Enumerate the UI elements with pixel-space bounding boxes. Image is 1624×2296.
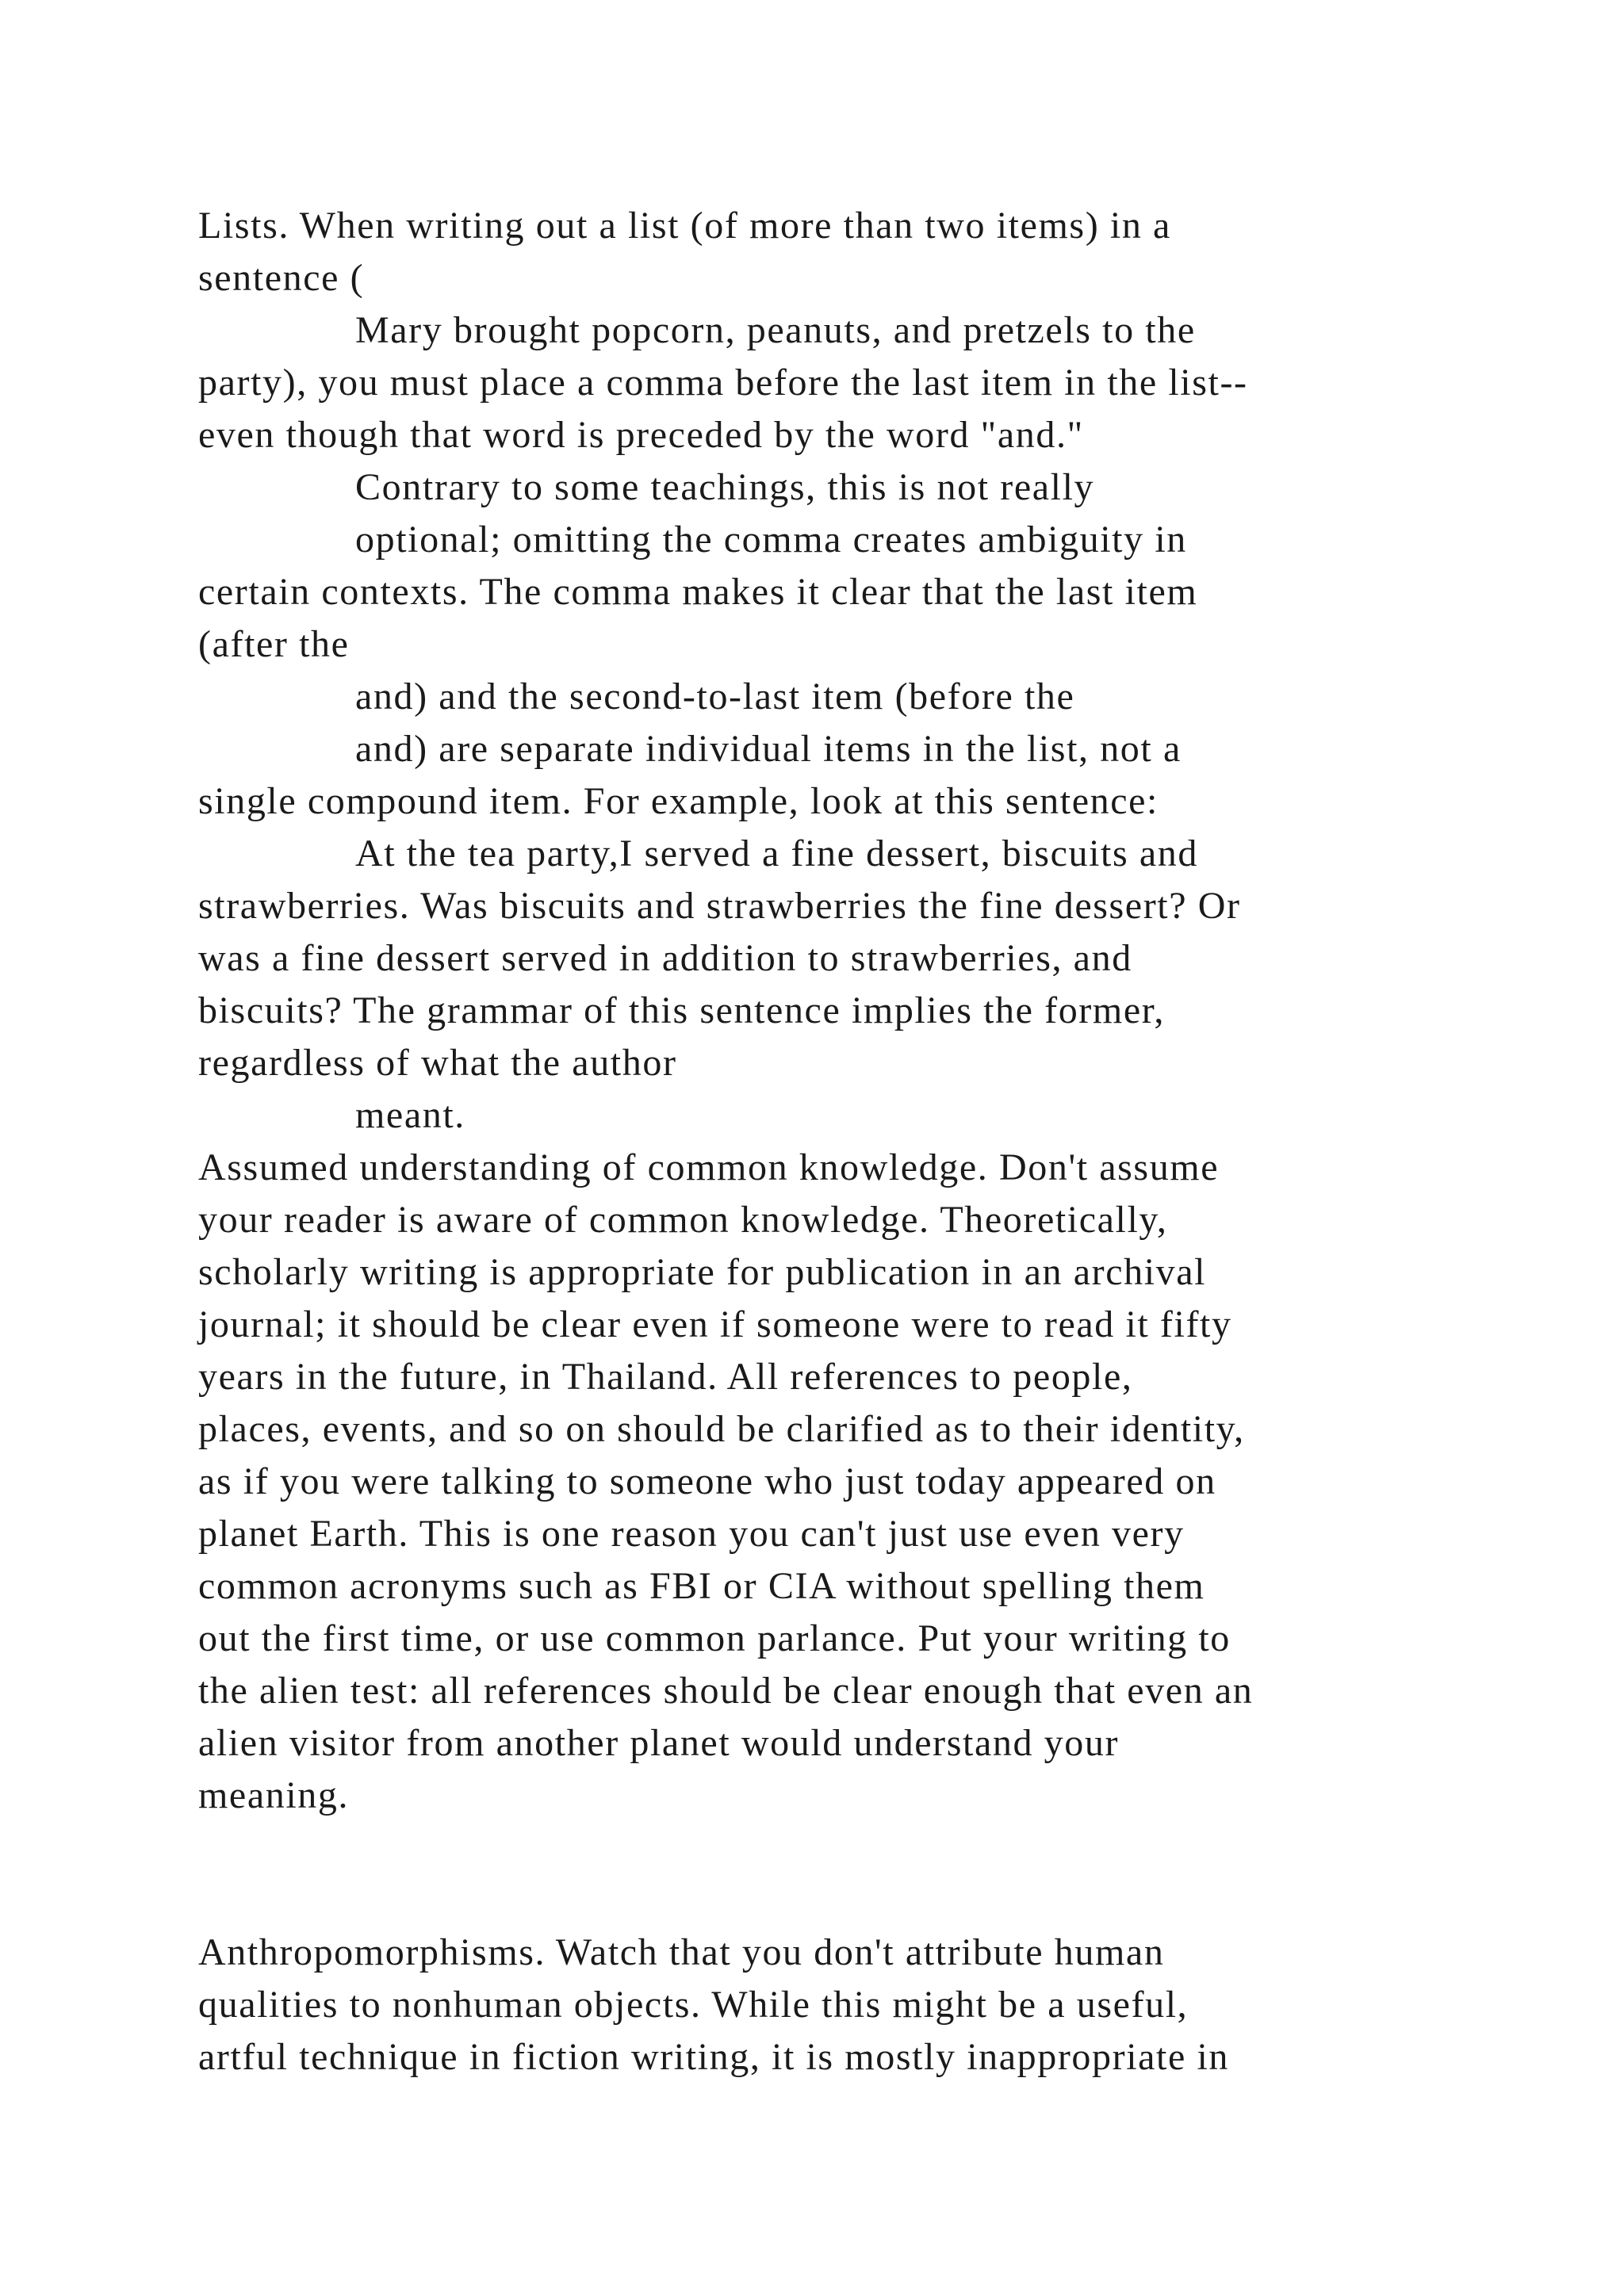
section-lists — [198, 200, 1499, 1142]
text-line: biscuits? The grammar of this sentence implies the former, — [198, 989, 1165, 1031]
text-line: Anthropomorphisms. Watch that you don't attribute human — [198, 1931, 1165, 1973]
text-line: alien visitor from another planet would understand your — [198, 1722, 1120, 1764]
text-line: sentence ( — [198, 257, 365, 299]
text-line: optional; omitting the comma creates ambiguity in — [355, 519, 1187, 561]
text-line: (after the — [198, 623, 350, 665]
section-anthropomorphisms — [198, 1927, 1499, 2084]
text-line: journal; it should be clear even if someone were to read it fifty — [198, 1303, 1232, 1345]
document-body — [198, 200, 1499, 2084]
text-line: planet Earth. This is one reason you can't just use even very — [198, 1513, 1185, 1555]
text-line: At the tea party,I served a fine dessert, biscuits and — [355, 832, 1198, 874]
text-line: meaning. — [198, 1774, 350, 1816]
paragraph-gap — [198, 1822, 1499, 1927]
text-line: Contrary to some teachings, this is not really — [355, 466, 1095, 508]
text-line: the alien test: all references should be clear enough that even an — [198, 1670, 1254, 1712]
text-line: even though that word is preceded by the word "and." — [198, 414, 1084, 456]
text-line: party), you must place a comma before the last item in the list-- — [198, 362, 1248, 404]
text-line: regardless of what the author — [198, 1042, 677, 1084]
text-line: Lists. When writing out a list (of more than two items) in a — [198, 205, 1171, 247]
text-line: meant. — [355, 1094, 465, 1136]
text-line: years in the future, in Thailand. All references to people, — [198, 1356, 1133, 1398]
text-line: common acronyms such as FBI or CIA without spelling them — [198, 1565, 1205, 1607]
text-line: as if you were talking to someone who just today appeared on — [198, 1460, 1216, 1502]
text-line: artful technique in fiction writing, it is mostly inappropriate in — [198, 2036, 1230, 2078]
text-line: scholarly writing is appropriate for publication in an archival — [198, 1251, 1207, 1293]
text-line: and) and the second-to-last item (before the — [355, 675, 1075, 718]
text-line: out the first time, or use common parlance. Put your writing to — [198, 1617, 1231, 1659]
text-line: and) are separate individual items in the list, not a — [355, 728, 1182, 770]
text-line: single compound item. For example, look at this sentence: — [198, 780, 1159, 822]
text-line: certain contexts. The comma makes it clear that the last item — [198, 571, 1198, 613]
text-line: your reader is aware of common knowledge. Theoretically, — [198, 1199, 1168, 1241]
section-common-knowledge — [198, 1142, 1499, 1822]
text-line: strawberries. Was biscuits and strawberries the fine dessert? Or — [198, 885, 1241, 927]
text-line: places, events, and so on should be clarified as to their identity, — [198, 1408, 1245, 1450]
text-line: qualities to nonhuman objects. While this might be a useful, — [198, 1984, 1189, 2026]
text-line: Assumed understanding of common knowledge. Don't assume — [198, 1146, 1220, 1188]
text-line: Mary brought popcorn, peanuts, and pretzels to the — [355, 309, 1196, 351]
text-line: was a fine dessert served in addition to strawberries, and — [198, 937, 1132, 979]
